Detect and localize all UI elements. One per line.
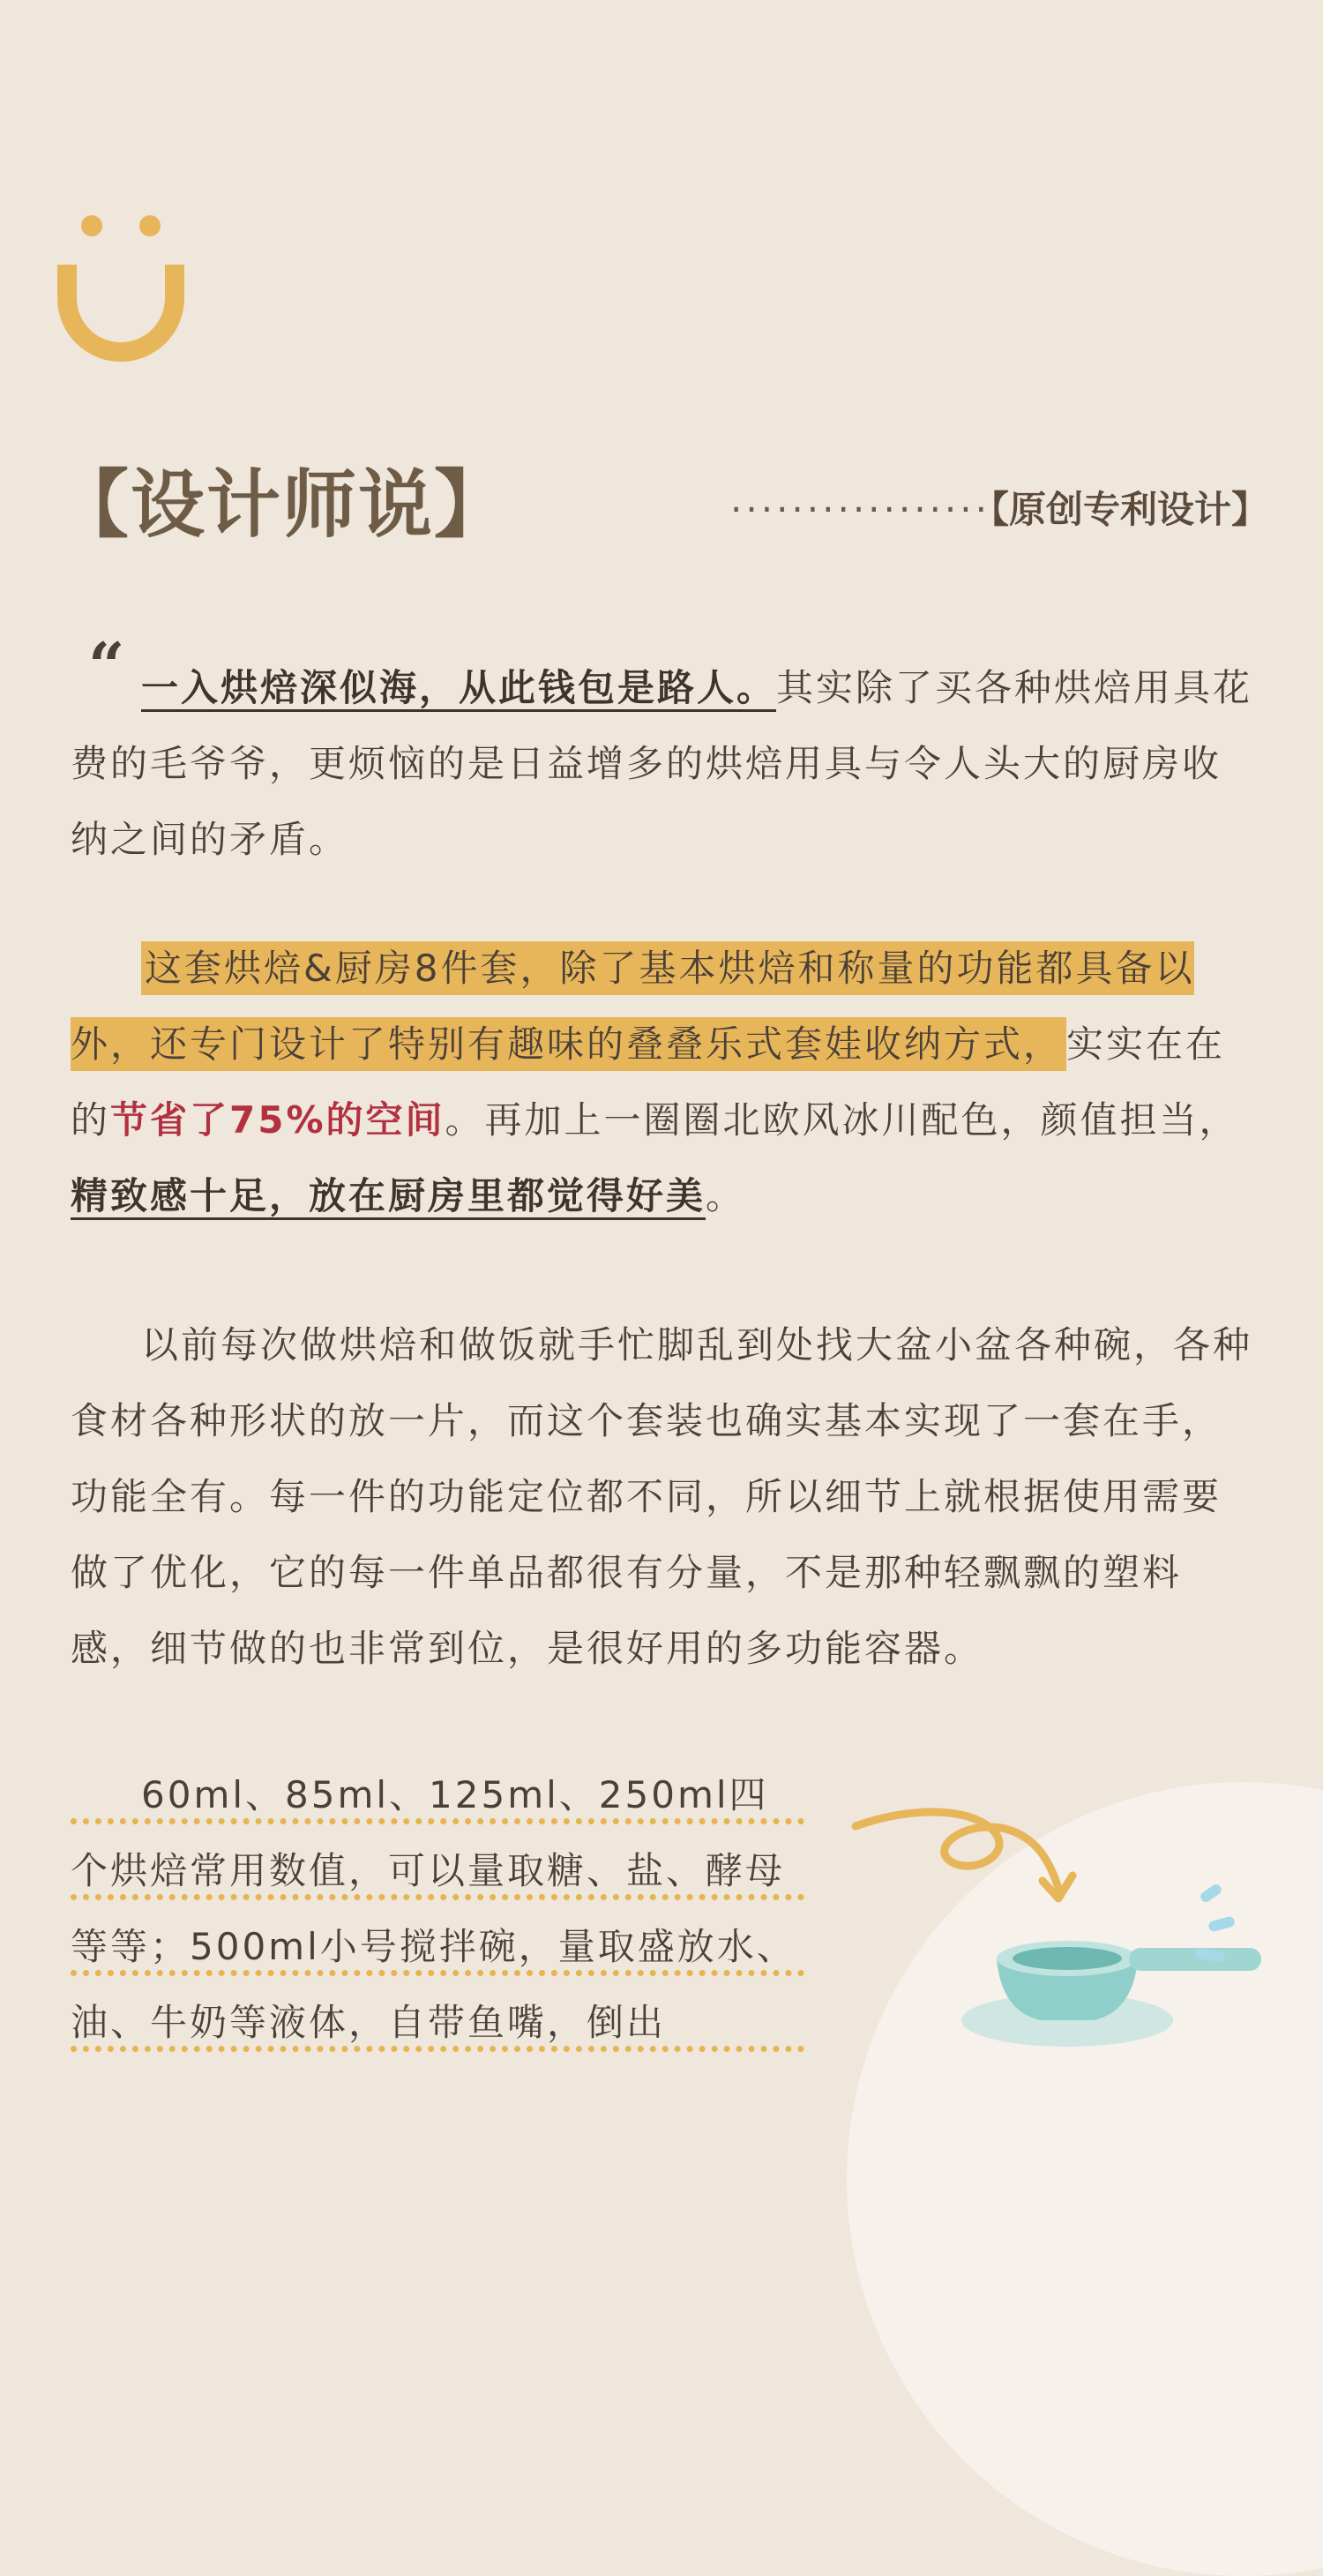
para2-end: 。 [706, 1174, 746, 1217]
smiley-icon [55, 210, 187, 369]
curved-arrow-icon [856, 1812, 1073, 1898]
product-illustration [847, 1800, 1323, 2048]
beauty-text: 精致感十足，放在厨房里都觉得好美 [71, 1174, 706, 1217]
subtitle-text: 【原创专利设计】 [990, 488, 1268, 531]
quote-rest: 其实除了买各种烘焙用具花费的毛爷爷，更烦恼的是日益增多的烘焙用具与令人头大的厨房收纳之间的矛盾。 [71, 666, 1253, 861]
quote-paragraph [71, 650, 1257, 878]
para2-mid2: 。再加上一圈圈北欧风冰川配色，颜值担当， [445, 1098, 1239, 1142]
highlight-text: 这套烘焙&厨房8件套，除了基本烘焙和称量的功能都具备以外，还专门设计了特别有趣味的叠叠乐式套娃收纳方式， [71, 941, 1194, 1071]
feature-paragraph [71, 931, 1257, 1234]
para2-mid1: 实实在在的 [71, 1022, 1226, 1142]
usage-paragraph [71, 1307, 1257, 1687]
quote-mark: “ [88, 628, 125, 703]
page-title: 【设计师说】 [55, 461, 511, 548]
usage-text: 以前每次做烘焙和做饭就手忙脚乱到处找大盆小盆各种碗，各种食材各种形状的放一片，而这个套装也确实基本实现了一套在手，功能全有。每一件的功能定位都不同，所以细节上就根据使用需要做了优化，它的每一件单品都很有分量，不是那种轻飘飘的塑料感，细节做的也非常到位，是很好用的多功能容器。 [71, 1323, 1253, 1670]
subtitle-dots: ················· [730, 488, 990, 531]
quote-lead: 一入烘焙深似海，从此钱包是路人。 [141, 666, 777, 709]
measure-paragraph [71, 1757, 804, 2061]
subtitle [730, 481, 1268, 534]
space-saving-text: 节省了75%的空间 [110, 1098, 445, 1142]
measure-text: 60ml、85ml、125ml、250ml四个烘焙常用数值，可以量取糖、盐、酵母等等；500ml小号搅拌碗，量取盛放水、油、牛奶等液体，自带鱼嘴，倒出 [71, 1773, 796, 2044]
